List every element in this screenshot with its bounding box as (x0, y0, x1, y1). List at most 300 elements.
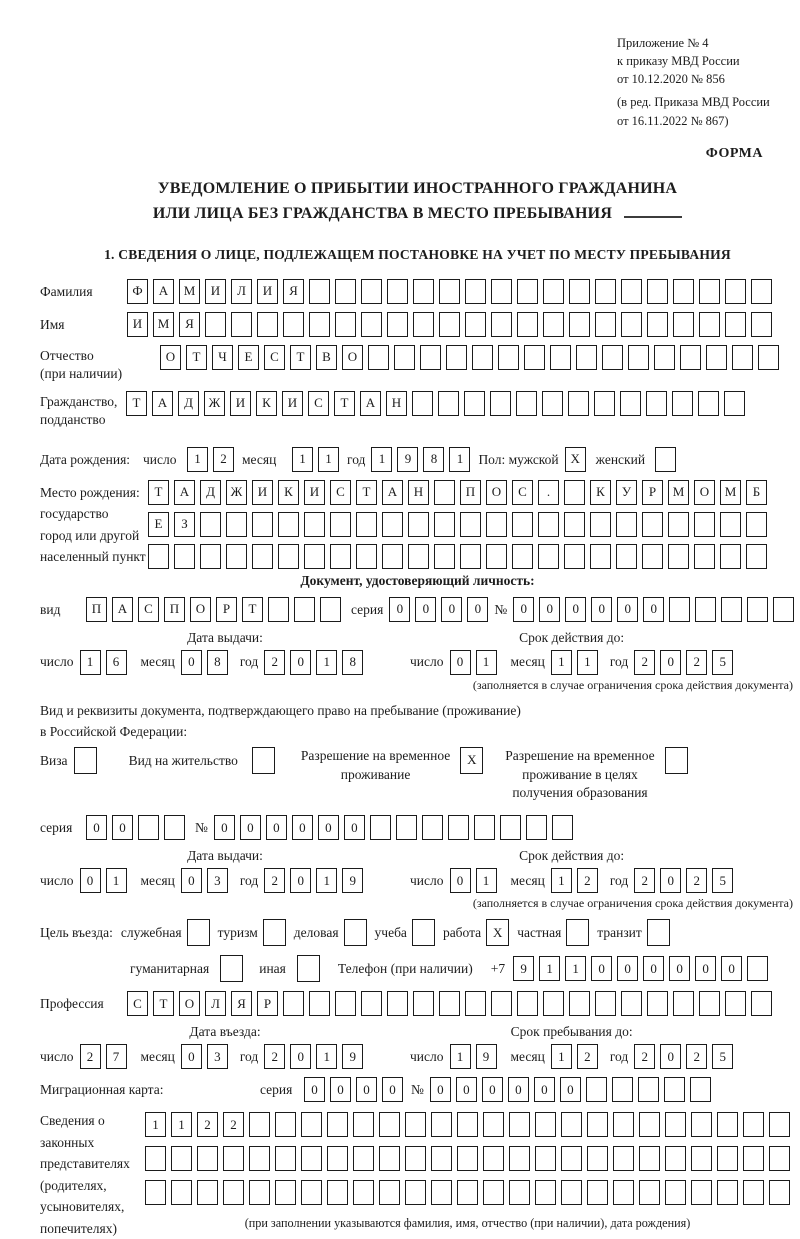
form-cell[interactable] (283, 991, 304, 1016)
form-cell[interactable]: С (512, 480, 533, 505)
form-cell[interactable] (751, 279, 772, 304)
form-cell[interactable] (620, 391, 641, 416)
form-cell[interactable] (721, 597, 742, 622)
form-cell[interactable]: 9 (342, 1044, 363, 1069)
form-cell[interactable] (569, 312, 590, 337)
form-cell[interactable]: С (264, 345, 285, 370)
form-cell[interactable] (628, 345, 649, 370)
form-cell[interactable] (491, 991, 512, 1016)
form-cell[interactable] (368, 345, 389, 370)
form-cell[interactable]: 0 (591, 597, 612, 622)
form-cell[interactable]: 2 (80, 1044, 101, 1069)
form-cell[interactable] (379, 1180, 400, 1205)
form-cell[interactable]: 0 (617, 597, 638, 622)
form-cell[interactable]: 0 (290, 1044, 311, 1069)
form-cell[interactable]: 0 (565, 597, 586, 622)
form-cell[interactable] (720, 512, 741, 537)
form-cell[interactable]: Е (238, 345, 259, 370)
form-cell[interactable]: О (342, 345, 363, 370)
form-cell[interactable]: 8 (207, 650, 228, 675)
form-cell[interactable] (526, 815, 547, 840)
form-cell[interactable] (552, 815, 573, 840)
form-cell[interactable] (252, 544, 273, 569)
form-cell[interactable] (587, 1112, 608, 1137)
form-cell[interactable] (517, 312, 538, 337)
form-cell[interactable] (382, 512, 403, 537)
form-cell[interactable]: 0 (456, 1077, 477, 1102)
form-cell[interactable] (717, 1112, 738, 1137)
form-cell[interactable] (171, 1180, 192, 1205)
form-cell[interactable] (249, 1112, 270, 1137)
form-cell[interactable] (294, 597, 315, 622)
form-cell[interactable] (747, 597, 768, 622)
form-cell[interactable] (751, 991, 772, 1016)
form-cell[interactable] (665, 1180, 686, 1205)
form-cell[interactable]: 1 (476, 868, 497, 893)
form-cell[interactable] (587, 1180, 608, 1205)
form-cell[interactable] (647, 991, 668, 1016)
form-cell[interactable]: 1 (171, 1112, 192, 1137)
form-cell[interactable]: И (257, 279, 278, 304)
form-cell[interactable]: Т (290, 345, 311, 370)
form-cell[interactable]: А (382, 480, 403, 505)
form-cell[interactable]: 6 (106, 650, 127, 675)
form-cell[interactable] (668, 544, 689, 569)
form-cell[interactable]: Р (257, 991, 278, 1016)
form-cell[interactable]: 1 (80, 650, 101, 675)
form-cell[interactable]: 0 (513, 597, 534, 622)
form-cell[interactable]: О (486, 480, 507, 505)
form-cell[interactable] (309, 991, 330, 1016)
form-cell[interactable] (524, 345, 545, 370)
form-cell[interactable] (278, 512, 299, 537)
form-cell[interactable]: 9 (397, 447, 418, 472)
form-cell[interactable] (594, 391, 615, 416)
form-cell[interactable]: X (565, 447, 586, 472)
form-cell[interactable] (431, 1180, 452, 1205)
form-cell[interactable]: 2 (264, 1044, 285, 1069)
form-cell[interactable]: И (252, 480, 273, 505)
form-cell[interactable] (420, 345, 441, 370)
form-cell[interactable] (616, 512, 637, 537)
form-cell[interactable] (174, 544, 195, 569)
form-cell[interactable]: 0 (617, 956, 638, 981)
form-cell[interactable]: 0 (450, 650, 471, 675)
form-cell[interactable]: М (668, 480, 689, 505)
form-cell[interactable] (673, 991, 694, 1016)
form-cell[interactable] (439, 312, 460, 337)
form-cell[interactable] (639, 1112, 660, 1137)
form-cell[interactable] (538, 512, 559, 537)
form-cell[interactable]: О (179, 991, 200, 1016)
form-cell[interactable] (231, 312, 252, 337)
form-cell[interactable] (320, 597, 341, 622)
form-cell[interactable] (535, 1146, 556, 1171)
form-cell[interactable] (621, 279, 642, 304)
form-cell[interactable]: 0 (450, 868, 471, 893)
form-cell[interactable]: 1 (187, 447, 208, 472)
form-cell[interactable] (457, 1146, 478, 1171)
form-cell[interactable] (278, 544, 299, 569)
form-cell[interactable]: 1 (371, 447, 392, 472)
form-cell[interactable]: 1 (539, 956, 560, 981)
form-cell[interactable] (613, 1112, 634, 1137)
form-cell[interactable] (665, 1112, 686, 1137)
form-cell[interactable]: Н (386, 391, 407, 416)
form-cell[interactable]: 1 (551, 868, 572, 893)
form-cell[interactable] (602, 345, 623, 370)
form-cell[interactable]: 0 (660, 868, 681, 893)
form-cell[interactable] (164, 815, 185, 840)
form-cell[interactable] (612, 1077, 633, 1102)
form-cell[interactable] (694, 544, 715, 569)
form-cell[interactable] (249, 1146, 270, 1171)
form-cell[interactable] (706, 345, 727, 370)
form-cell[interactable] (387, 991, 408, 1016)
form-cell[interactable]: 1 (449, 447, 470, 472)
form-cell[interactable] (561, 1146, 582, 1171)
form-cell[interactable]: С (330, 480, 351, 505)
form-cell[interactable] (669, 597, 690, 622)
form-cell[interactable] (327, 1146, 348, 1171)
form-cell[interactable] (769, 1146, 790, 1171)
form-cell[interactable] (353, 1146, 374, 1171)
form-cell[interactable] (197, 1146, 218, 1171)
form-cell[interactable] (621, 991, 642, 1016)
form-cell[interactable] (543, 312, 564, 337)
form-cell[interactable] (446, 345, 467, 370)
form-cell[interactable]: Я (179, 312, 200, 337)
form-cell[interactable]: 2 (577, 868, 598, 893)
form-cell[interactable] (647, 279, 668, 304)
form-cell[interactable]: Е (148, 512, 169, 537)
form-cell[interactable]: 0 (591, 956, 612, 981)
form-cell[interactable]: 0 (721, 956, 742, 981)
form-cell[interactable] (327, 1180, 348, 1205)
form-cell[interactable] (353, 1112, 374, 1137)
form-cell[interactable] (769, 1180, 790, 1205)
form-cell[interactable] (512, 544, 533, 569)
form-cell[interactable]: П (86, 597, 107, 622)
form-cell[interactable] (695, 597, 716, 622)
form-cell[interactable] (257, 312, 278, 337)
form-cell[interactable]: 0 (643, 597, 664, 622)
form-cell[interactable]: 1 (316, 650, 337, 675)
form-cell[interactable]: А (174, 480, 195, 505)
form-cell[interactable]: С (138, 597, 159, 622)
form-cell[interactable]: М (179, 279, 200, 304)
form-cell[interactable]: О (160, 345, 181, 370)
form-cell[interactable] (509, 1180, 530, 1205)
form-cell[interactable]: 0 (415, 597, 436, 622)
form-cell[interactable]: 9 (476, 1044, 497, 1069)
form-cell[interactable] (379, 1146, 400, 1171)
form-cell[interactable] (538, 544, 559, 569)
form-cell[interactable] (472, 345, 493, 370)
form-cell[interactable] (699, 312, 720, 337)
form-cell[interactable]: 2 (686, 868, 707, 893)
form-cell[interactable] (673, 279, 694, 304)
form-cell[interactable]: 2 (264, 868, 285, 893)
form-cell[interactable]: Т (334, 391, 355, 416)
form-cell[interactable] (465, 279, 486, 304)
form-cell[interactable] (680, 345, 701, 370)
form-cell[interactable]: 2 (223, 1112, 244, 1137)
form-cell[interactable]: 0 (430, 1077, 451, 1102)
form-cell[interactable]: 0 (214, 815, 235, 840)
form-cell[interactable] (431, 1112, 452, 1137)
form-cell[interactable] (413, 279, 434, 304)
form-cell[interactable]: 0 (660, 1044, 681, 1069)
form-cell[interactable] (200, 544, 221, 569)
form-cell[interactable]: 0 (441, 597, 462, 622)
form-cell[interactable] (457, 1112, 478, 1137)
form-cell[interactable] (335, 279, 356, 304)
form-cell[interactable] (517, 279, 538, 304)
form-cell[interactable]: 1 (450, 1044, 471, 1069)
form-cell[interactable]: П (460, 480, 481, 505)
form-cell[interactable]: 0 (660, 650, 681, 675)
form-cell[interactable] (566, 919, 589, 946)
form-cell[interactable]: 0 (86, 815, 107, 840)
form-cell[interactable] (263, 919, 286, 946)
form-cell[interactable] (725, 279, 746, 304)
form-cell[interactable]: 0 (539, 597, 560, 622)
form-cell[interactable]: С (308, 391, 329, 416)
form-cell[interactable]: И (282, 391, 303, 416)
form-cell[interactable]: 0 (181, 650, 202, 675)
form-cell[interactable] (439, 279, 460, 304)
form-cell[interactable] (249, 1180, 270, 1205)
form-cell[interactable] (542, 391, 563, 416)
form-cell[interactable] (396, 815, 417, 840)
form-cell[interactable] (220, 955, 243, 982)
form-cell[interactable]: А (152, 391, 173, 416)
form-cell[interactable] (205, 312, 226, 337)
form-cell[interactable] (491, 279, 512, 304)
form-cell[interactable]: 1 (316, 868, 337, 893)
form-cell[interactable]: 2 (634, 650, 655, 675)
form-cell[interactable] (491, 312, 512, 337)
form-cell[interactable]: Л (231, 279, 252, 304)
form-cell[interactable] (460, 512, 481, 537)
form-cell[interactable]: 2 (634, 868, 655, 893)
form-cell[interactable] (509, 1146, 530, 1171)
form-cell[interactable] (361, 312, 382, 337)
form-cell[interactable] (595, 991, 616, 1016)
form-cell[interactable]: 0 (80, 868, 101, 893)
form-cell[interactable] (145, 1146, 166, 1171)
form-cell[interactable]: 1 (145, 1112, 166, 1137)
form-cell[interactable] (590, 512, 611, 537)
form-cell[interactable] (483, 1146, 504, 1171)
form-cell[interactable]: 1 (316, 1044, 337, 1069)
form-cell[interactable] (654, 345, 675, 370)
form-cell[interactable] (187, 919, 210, 946)
form-cell[interactable] (743, 1146, 764, 1171)
form-cell[interactable]: А (112, 597, 133, 622)
form-cell[interactable] (690, 1077, 711, 1102)
form-cell[interactable] (297, 955, 320, 982)
form-cell[interactable] (568, 391, 589, 416)
form-cell[interactable] (691, 1112, 712, 1137)
form-cell[interactable] (226, 544, 247, 569)
form-cell[interactable]: П (164, 597, 185, 622)
form-cell[interactable] (616, 544, 637, 569)
form-cell[interactable]: Т (126, 391, 147, 416)
form-cell[interactable] (746, 512, 767, 537)
form-cell[interactable]: 0 (467, 597, 488, 622)
form-cell[interactable]: 0 (292, 815, 313, 840)
form-cell[interactable] (647, 919, 670, 946)
form-cell[interactable]: Т (356, 480, 377, 505)
form-cell[interactable] (438, 391, 459, 416)
form-cell[interactable] (379, 1112, 400, 1137)
form-cell[interactable]: 0 (356, 1077, 377, 1102)
form-cell[interactable]: 0 (290, 868, 311, 893)
form-cell[interactable] (465, 991, 486, 1016)
form-cell[interactable] (330, 512, 351, 537)
form-cell[interactable] (464, 391, 485, 416)
form-cell[interactable]: Ф (127, 279, 148, 304)
form-cell[interactable] (720, 544, 741, 569)
form-cell[interactable] (387, 279, 408, 304)
form-cell[interactable]: 2 (686, 1044, 707, 1069)
form-cell[interactable] (773, 597, 794, 622)
form-cell[interactable]: 1 (551, 1044, 572, 1069)
form-cell[interactable] (465, 312, 486, 337)
form-cell[interactable] (434, 480, 455, 505)
form-cell[interactable] (691, 1180, 712, 1205)
form-cell[interactable] (283, 312, 304, 337)
form-cell[interactable] (517, 991, 538, 1016)
form-cell[interactable]: 2 (197, 1112, 218, 1137)
form-cell[interactable]: Т (242, 597, 263, 622)
form-cell[interactable] (535, 1180, 556, 1205)
form-cell[interactable]: 0 (266, 815, 287, 840)
form-cell[interactable]: 0 (482, 1077, 503, 1102)
form-cell[interactable] (412, 391, 433, 416)
form-cell[interactable]: 0 (344, 815, 365, 840)
form-cell[interactable]: Р (216, 597, 237, 622)
form-cell[interactable]: Н (408, 480, 429, 505)
form-cell[interactable] (200, 512, 221, 537)
form-cell[interactable] (646, 391, 667, 416)
form-cell[interactable] (405, 1180, 426, 1205)
form-cell[interactable] (613, 1146, 634, 1171)
form-cell[interactable] (356, 512, 377, 537)
form-cell[interactable]: X (460, 747, 483, 774)
form-cell[interactable]: 8 (423, 447, 444, 472)
form-cell[interactable] (747, 956, 768, 981)
form-cell[interactable]: 0 (643, 956, 664, 981)
form-cell[interactable] (301, 1146, 322, 1171)
form-cell[interactable]: 5 (712, 650, 733, 675)
form-cell[interactable] (769, 1112, 790, 1137)
form-cell[interactable]: О (694, 480, 715, 505)
form-cell[interactable]: Б (746, 480, 767, 505)
form-cell[interactable]: И (205, 279, 226, 304)
form-cell[interactable] (268, 597, 289, 622)
form-cell[interactable]: С (127, 991, 148, 1016)
form-cell[interactable] (439, 991, 460, 1016)
form-cell[interactable]: А (360, 391, 381, 416)
form-cell[interactable]: 0 (382, 1077, 403, 1102)
form-cell[interactable] (586, 1077, 607, 1102)
form-cell[interactable] (699, 279, 720, 304)
form-cell[interactable] (498, 345, 519, 370)
form-cell[interactable]: 5 (712, 1044, 733, 1069)
form-cell[interactable] (743, 1112, 764, 1137)
form-cell[interactable]: Т (186, 345, 207, 370)
form-cell[interactable]: У (616, 480, 637, 505)
form-cell[interactable]: 2 (264, 650, 285, 675)
form-cell[interactable] (387, 312, 408, 337)
form-cell[interactable] (724, 391, 745, 416)
form-cell[interactable]: 1 (577, 650, 598, 675)
form-cell[interactable] (301, 1180, 322, 1205)
form-cell[interactable]: 5 (712, 868, 733, 893)
form-cell[interactable]: 1 (565, 956, 586, 981)
form-cell[interactable]: О (190, 597, 211, 622)
form-cell[interactable]: Д (178, 391, 199, 416)
form-cell[interactable] (751, 312, 772, 337)
form-cell[interactable] (335, 991, 356, 1016)
form-cell[interactable] (252, 747, 275, 774)
form-cell[interactable] (361, 991, 382, 1016)
form-cell[interactable]: Д (200, 480, 221, 505)
form-cell[interactable] (412, 919, 435, 946)
form-cell[interactable] (394, 345, 415, 370)
form-cell[interactable]: Л (205, 991, 226, 1016)
form-cell[interactable] (483, 1180, 504, 1205)
form-cell[interactable] (717, 1180, 738, 1205)
form-cell[interactable]: 9 (513, 956, 534, 981)
form-cell[interactable] (413, 991, 434, 1016)
form-cell[interactable]: 0 (181, 1044, 202, 1069)
form-cell[interactable] (148, 544, 169, 569)
form-cell[interactable] (408, 544, 429, 569)
form-cell[interactable]: 0 (534, 1077, 555, 1102)
form-cell[interactable] (226, 512, 247, 537)
form-cell[interactable] (413, 312, 434, 337)
form-cell[interactable] (431, 1146, 452, 1171)
form-cell[interactable] (725, 991, 746, 1016)
form-cell[interactable]: 0 (330, 1077, 351, 1102)
form-cell[interactable]: К (256, 391, 277, 416)
form-cell[interactable] (672, 391, 693, 416)
form-cell[interactable]: 0 (318, 815, 339, 840)
form-cell[interactable]: X (486, 919, 509, 946)
form-cell[interactable] (561, 1180, 582, 1205)
form-cell[interactable] (353, 1180, 374, 1205)
form-cell[interactable] (275, 1180, 296, 1205)
form-cell[interactable] (509, 1112, 530, 1137)
form-cell[interactable]: 2 (634, 1044, 655, 1069)
form-cell[interactable] (699, 991, 720, 1016)
form-cell[interactable] (516, 391, 537, 416)
form-cell[interactable] (743, 1180, 764, 1205)
form-cell[interactable] (665, 747, 688, 774)
form-cell[interactable] (543, 991, 564, 1016)
form-cell[interactable] (275, 1146, 296, 1171)
form-cell[interactable] (668, 512, 689, 537)
form-cell[interactable] (408, 512, 429, 537)
form-cell[interactable]: И (127, 312, 148, 337)
form-cell[interactable] (576, 345, 597, 370)
form-cell[interactable]: 2 (577, 1044, 598, 1069)
form-cell[interactable]: З (174, 512, 195, 537)
